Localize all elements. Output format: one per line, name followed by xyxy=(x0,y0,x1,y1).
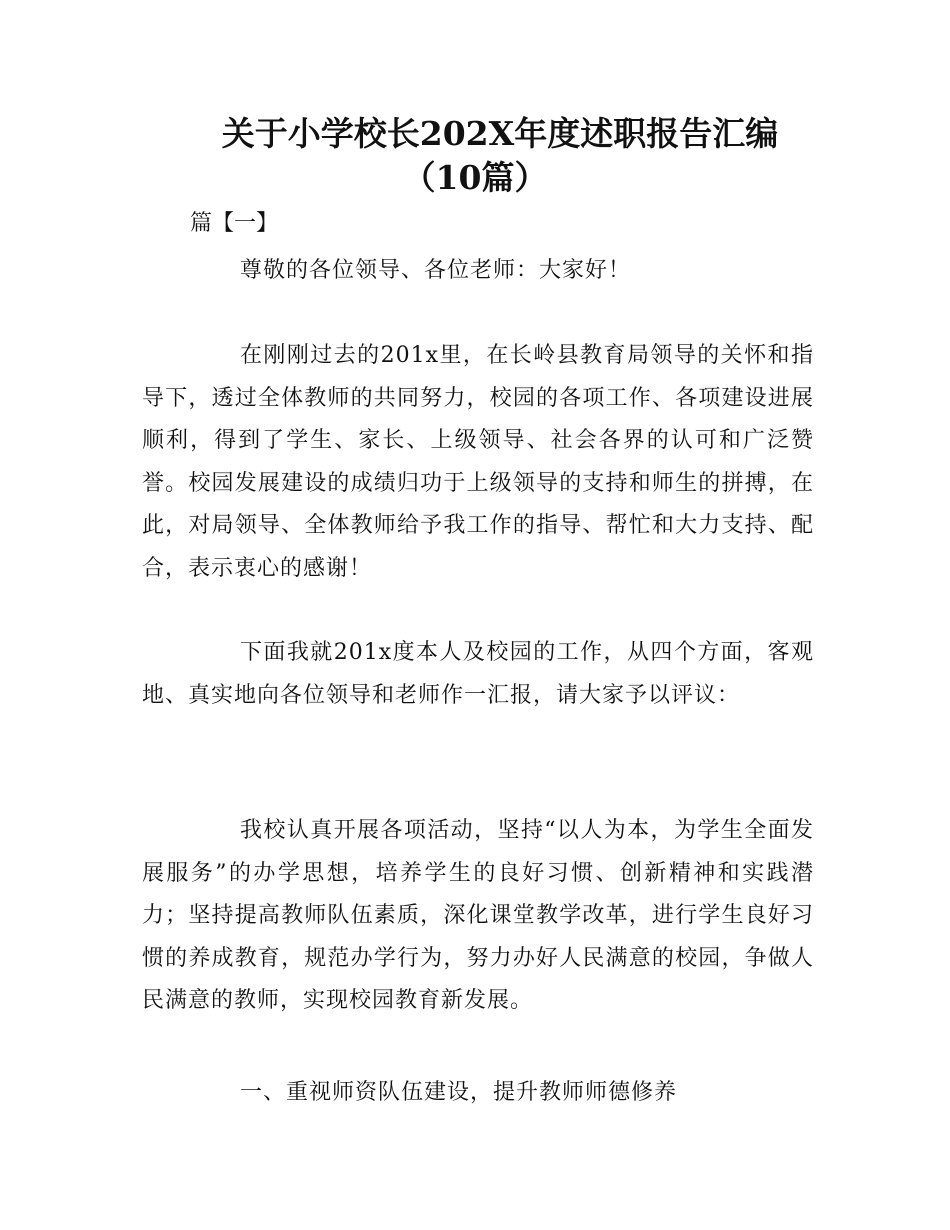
body-paragraph: 在刚刚过去的201x里，在长岭县教育局领导的关怀和指导下，透过全体教师的共同努力，校园的各项工作、各项建设进展顺利，得到了学生、家长、上级领导、社会各界的认可和广泛赞誉。校园发展建设的成绩归功于上级领导的支持和师生的拼搏，在此，对局领导、全体教师给予我工作的指导、帮忙和大力支持、配合，表示衷心的感谢！ xyxy=(142,343,814,581)
section-heading-paragraph: 一、重视师资队伍建设，提升教师师德修养 xyxy=(240,1080,678,1105)
document-title-line-1: 关于小学校长202X年度述职报告汇编 xyxy=(221,114,779,153)
body-paragraph: 下面我就201x度本人及校园的工作，从四个方面，客观地、真实地向各位领导和老师作一汇报，请大家予以评议： xyxy=(142,640,814,708)
body-paragraph: 我校认真开展各项活动，坚持“以人为本，为学生全面发展服务”的办学思想，培养学生的良好习惯、创新精神和实践潜力；坚持提高教师队伍素质，深化课堂教学改革，进行学生良好习惯的养成教育，规范办学行为，努力办好人民满意的校园，争做人民满意的教师，实现校园教育新发展。 xyxy=(142,818,814,1013)
greeting-paragraph: 尊敬的各位领导、各位老师：大家好！ xyxy=(240,258,632,283)
section-label: 篇【一】 xyxy=(190,211,279,236)
document-title-line-2: （10篇） xyxy=(402,158,548,197)
